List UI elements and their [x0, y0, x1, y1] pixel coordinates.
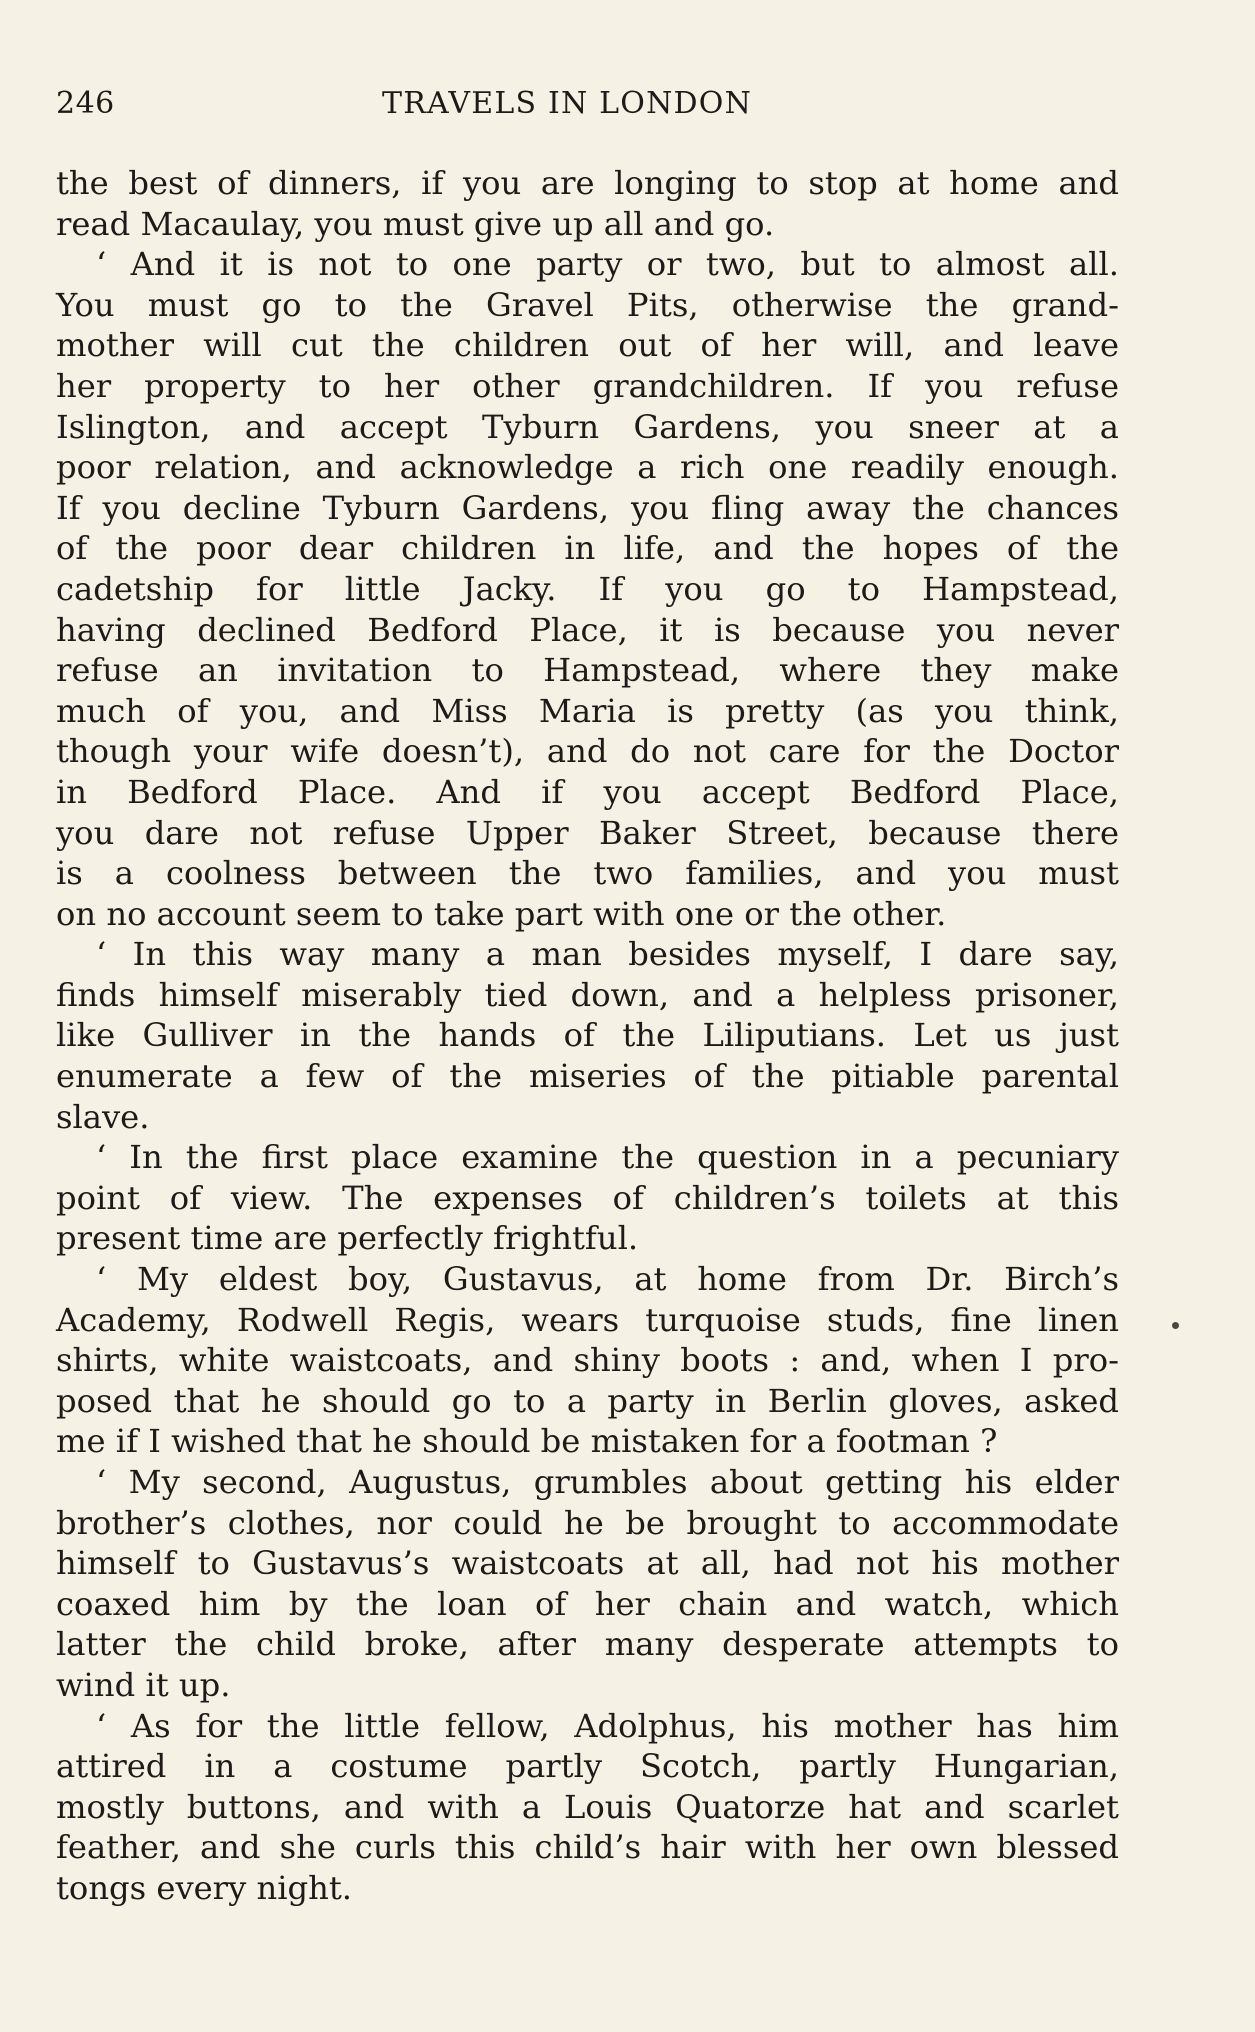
- text-line: himself to Gustavus’s waistcoats at all, had not his mother: [56, 1544, 1119, 1583]
- text-line: feather, and she curls this child’s hair with her own blessed: [56, 1828, 1119, 1867]
- text-line: ‘ My eldest boy, Gustavus, at home from Dr. Birch’s: [96, 1260, 1119, 1299]
- text-line: Islington, and accept Tyburn Gardens, you sneer at a: [56, 407, 1119, 446]
- text-line: You must go to the Gravel Pits, otherwise the grand-: [56, 285, 1119, 324]
- text-line: coaxed him by the loan of her chain and watch, which: [56, 1584, 1119, 1623]
- text-line: having declined Bedford Place, it is because you never: [56, 610, 1119, 649]
- text-line: though your wife doesn’t), and do not care for the Doctor: [56, 732, 1119, 771]
- running-head: TRAVELS IN LONDON: [382, 86, 753, 121]
- text-line: read Macaulay, you must give up all and go.: [56, 204, 775, 243]
- text-line: posed that he should go to a party in Berlin gloves, asked: [56, 1381, 1119, 1420]
- text-line: shirts, white waistcoats, and shiny boots : and, when I pro-: [56, 1341, 1119, 1380]
- text-line: If you decline Tyburn Gardens, you fling away the chances: [56, 488, 1119, 527]
- text-line: cadetship for little Jacky. If you go to Hampstead,: [56, 569, 1119, 608]
- text-line: her property to her other grandchildren. If you refuse: [56, 366, 1119, 405]
- text-line: ‘ In the first place examine the question in a pecuniary: [96, 1138, 1119, 1177]
- text-line: ‘ As for the little fellow, Adolphus, his mother has him: [96, 1706, 1119, 1745]
- text-line: present time are perfectly frightful.: [56, 1219, 639, 1258]
- text-line: me if I wished that he should be mistaken for a footman ?: [56, 1422, 998, 1461]
- text-line: wind it up.: [56, 1665, 231, 1704]
- page-header: [56, 86, 1119, 126]
- text-line: tongs every night.: [56, 1868, 353, 1907]
- text-line: mother will cut the children out of her will, and leave: [56, 326, 1119, 365]
- body-text: [56, 163, 1119, 1909]
- page-number: 246: [56, 86, 115, 121]
- text-line: in Bedford Place. And if you accept Bedford Place,: [56, 772, 1119, 811]
- text-line: enumerate a few of the miseries of the pitiable parental: [56, 1057, 1119, 1096]
- text-line: point of view. The expenses of children’s toilets at this: [56, 1178, 1119, 1217]
- text-line: ‘ In this way many a man besides myself, I dare say,: [96, 935, 1119, 974]
- text-line: attired in a costume partly Scotch, partly Hungarian,: [56, 1747, 1119, 1786]
- text-line: the best of dinners, if you are longing to stop at home and: [56, 164, 1119, 202]
- text-line: mostly buttons, and with a Louis Quatorze hat and scarlet: [56, 1787, 1119, 1826]
- text-line: ‘ My second, Augustus, grumbles about getting his elder: [96, 1463, 1119, 1501]
- text-line: on no account seem to take part with one or the other.: [56, 894, 947, 933]
- text-line: refuse an invitation to Hampstead, where they make: [56, 651, 1119, 690]
- text-line: much of you, and Miss Maria is pretty (as you think,: [56, 691, 1119, 730]
- margin-mark: [1172, 1322, 1179, 1329]
- text-line: is a coolness between the two families, and you must: [56, 854, 1119, 893]
- text-line: poor relation, and acknowledge a rich one readily enough.: [56, 448, 1119, 487]
- text-line: slave.: [56, 1097, 150, 1136]
- text-line: finds himself miserably tied down, and a helpless prisoner,: [56, 975, 1119, 1014]
- text-line: you dare not refuse Upper Baker Street, because there: [56, 813, 1119, 852]
- text-line: latter the child broke, after many desperate attempts to: [56, 1625, 1119, 1664]
- text-line: Academy, Rodwell Regis, wears turquoise studs, fine linen: [56, 1300, 1119, 1339]
- text-line: brother’s clothes, nor could he be brought to accommodate: [56, 1503, 1119, 1542]
- text-line: like Gulliver in the hands of the Liliputians. Let us just: [56, 1016, 1119, 1055]
- text-line: of the poor dear children in life, and the hopes of the: [56, 529, 1119, 568]
- text-line: ‘ And it is not to one party or two, but to almost all.: [96, 245, 1119, 284]
